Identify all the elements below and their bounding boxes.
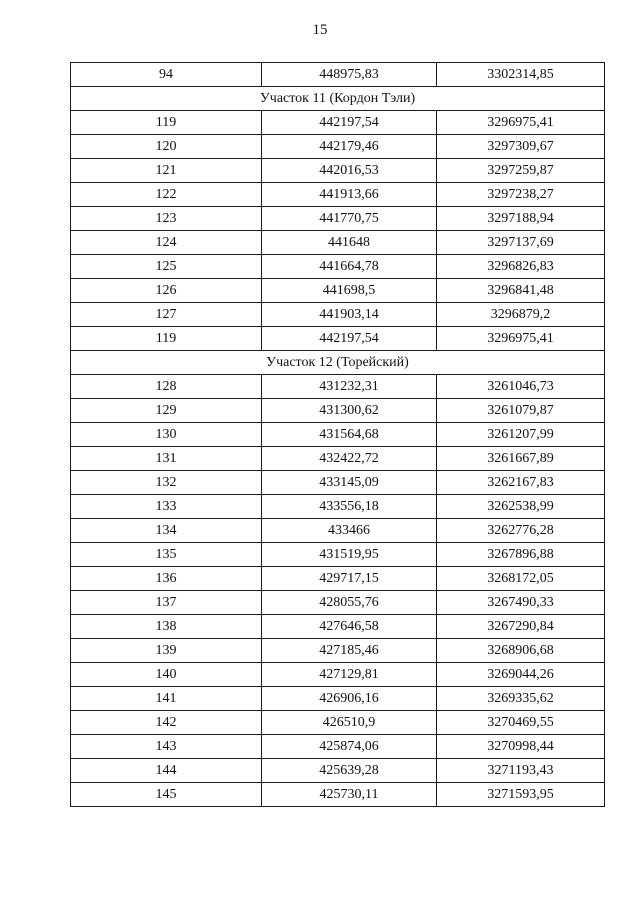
y-coordinate-cell: 3296975,41 <box>437 327 605 351</box>
y-coordinate-cell: 3296841,48 <box>437 279 605 303</box>
point-number-cell: 143 <box>71 735 262 759</box>
point-number-cell: 119 <box>71 111 262 135</box>
table-row <box>71 231 605 255</box>
section-header-row <box>71 87 605 111</box>
x-coordinate-cell: 431300,62 <box>262 399 437 423</box>
point-number-cell: 120 <box>71 135 262 159</box>
table-row <box>71 63 605 87</box>
table-row <box>71 183 605 207</box>
point-number-cell: 121 <box>71 159 262 183</box>
y-coordinate-cell: 3267490,33 <box>437 591 605 615</box>
point-number-cell: 136 <box>71 567 262 591</box>
table-row <box>71 711 605 735</box>
point-number-cell: 126 <box>71 279 262 303</box>
x-coordinate-cell: 442197,54 <box>262 327 437 351</box>
table-row <box>71 663 605 687</box>
x-coordinate-cell: 448975,83 <box>262 63 437 87</box>
table-row <box>71 135 605 159</box>
table-row <box>71 279 605 303</box>
point-number-cell: 122 <box>71 183 262 207</box>
point-number-cell: 119 <box>71 327 262 351</box>
y-coordinate-cell: 3297309,67 <box>437 135 605 159</box>
point-number-cell: 135 <box>71 543 262 567</box>
y-coordinate-cell: 3297259,87 <box>437 159 605 183</box>
table-row <box>71 471 605 495</box>
y-coordinate-cell: 3270998,44 <box>437 735 605 759</box>
point-number-cell: 127 <box>71 303 262 327</box>
table-row <box>71 687 605 711</box>
table-row <box>71 255 605 279</box>
y-coordinate-cell: 3261207,99 <box>437 423 605 447</box>
point-number-cell: 124 <box>71 231 262 255</box>
x-coordinate-cell: 427185,46 <box>262 639 437 663</box>
table-row <box>71 423 605 447</box>
point-number-cell: 123 <box>71 207 262 231</box>
table-row <box>71 591 605 615</box>
y-coordinate-cell: 3297238,27 <box>437 183 605 207</box>
y-coordinate-cell: 3261667,89 <box>437 447 605 471</box>
point-number-cell: 141 <box>71 687 262 711</box>
section-header-row <box>71 351 605 375</box>
y-coordinate-cell: 3267290,84 <box>437 615 605 639</box>
point-number-cell: 142 <box>71 711 262 735</box>
point-number-cell: 137 <box>71 591 262 615</box>
x-coordinate-cell: 427646,58 <box>262 615 437 639</box>
x-coordinate-cell: 441913,66 <box>262 183 437 207</box>
x-coordinate-cell: 441664,78 <box>262 255 437 279</box>
x-coordinate-cell: 433145,09 <box>262 471 437 495</box>
table-row <box>71 543 605 567</box>
y-coordinate-cell: 3262167,83 <box>437 471 605 495</box>
page-number: 15 <box>312 22 328 38</box>
point-number-cell: 139 <box>71 639 262 663</box>
x-coordinate-cell: 427129,81 <box>262 663 437 687</box>
x-coordinate-cell: 431519,95 <box>262 543 437 567</box>
point-number-cell: 130 <box>71 423 262 447</box>
y-coordinate-cell: 3297188,94 <box>437 207 605 231</box>
table-row <box>71 519 605 543</box>
y-coordinate-cell: 3296826,83 <box>437 255 605 279</box>
point-number-cell: 125 <box>71 255 262 279</box>
x-coordinate-cell: 428055,76 <box>262 591 437 615</box>
x-coordinate-cell: 441770,75 <box>262 207 437 231</box>
point-number-cell: 144 <box>71 759 262 783</box>
x-coordinate-cell: 441903,14 <box>262 303 437 327</box>
y-coordinate-cell: 3271193,43 <box>437 759 605 783</box>
table-row <box>71 759 605 783</box>
y-coordinate-cell: 3270469,55 <box>437 711 605 735</box>
coordinates-table <box>70 62 605 807</box>
table-row <box>71 159 605 183</box>
x-coordinate-cell: 432422,72 <box>262 447 437 471</box>
point-number-cell: 145 <box>71 783 262 807</box>
table-row <box>71 447 605 471</box>
point-number-cell: 134 <box>71 519 262 543</box>
x-coordinate-cell: 442197,54 <box>262 111 437 135</box>
y-coordinate-cell: 3267896,88 <box>437 543 605 567</box>
y-coordinate-cell: 3269335,62 <box>437 687 605 711</box>
x-coordinate-cell: 425730,11 <box>262 783 437 807</box>
table-row <box>71 783 605 807</box>
table-row <box>71 615 605 639</box>
y-coordinate-cell: 3262538,99 <box>437 495 605 519</box>
table-row <box>71 303 605 327</box>
x-coordinate-cell: 425874,06 <box>262 735 437 759</box>
point-number-cell: 133 <box>71 495 262 519</box>
point-number-cell: 128 <box>71 375 262 399</box>
x-coordinate-cell: 426510,9 <box>262 711 437 735</box>
y-coordinate-cell: 3302314,85 <box>437 63 605 87</box>
x-coordinate-cell: 433556,18 <box>262 495 437 519</box>
table-row <box>71 495 605 519</box>
y-coordinate-cell: 3271593,95 <box>437 783 605 807</box>
y-coordinate-cell: 3268906,68 <box>437 639 605 663</box>
table-row <box>71 639 605 663</box>
y-coordinate-cell: 3296879,2 <box>437 303 605 327</box>
table-row <box>71 111 605 135</box>
y-coordinate-cell: 3261046,73 <box>437 375 605 399</box>
point-number-cell: 140 <box>71 663 262 687</box>
coordinates-table-body <box>71 63 605 807</box>
point-number-cell: 94 <box>71 63 262 87</box>
table-row <box>71 567 605 591</box>
point-number-cell: 129 <box>71 399 262 423</box>
point-number-cell: 138 <box>71 615 262 639</box>
table-row <box>71 375 605 399</box>
x-coordinate-cell: 433466 <box>262 519 437 543</box>
table-row <box>71 327 605 351</box>
point-number-cell: 132 <box>71 471 262 495</box>
x-coordinate-cell: 442179,46 <box>262 135 437 159</box>
y-coordinate-cell: 3297137,69 <box>437 231 605 255</box>
y-coordinate-cell: 3269044,26 <box>437 663 605 687</box>
section-title: Участок 11 (Кордон Тэли) <box>71 87 605 111</box>
y-coordinate-cell: 3296975,41 <box>437 111 605 135</box>
x-coordinate-cell: 429717,15 <box>262 567 437 591</box>
x-coordinate-cell: 442016,53 <box>262 159 437 183</box>
table-row <box>71 399 605 423</box>
x-coordinate-cell: 425639,28 <box>262 759 437 783</box>
table-row <box>71 207 605 231</box>
y-coordinate-cell: 3262776,28 <box>437 519 605 543</box>
table-row <box>71 735 605 759</box>
y-coordinate-cell: 3261079,87 <box>437 399 605 423</box>
point-number-cell: 131 <box>71 447 262 471</box>
x-coordinate-cell: 426906,16 <box>262 687 437 711</box>
y-coordinate-cell: 3268172,05 <box>437 567 605 591</box>
x-coordinate-cell: 441648 <box>262 231 437 255</box>
section-title: Участок 12 (Торейский) <box>71 351 605 375</box>
x-coordinate-cell: 431232,31 <box>262 375 437 399</box>
x-coordinate-cell: 441698,5 <box>262 279 437 303</box>
x-coordinate-cell: 431564,68 <box>262 423 437 447</box>
